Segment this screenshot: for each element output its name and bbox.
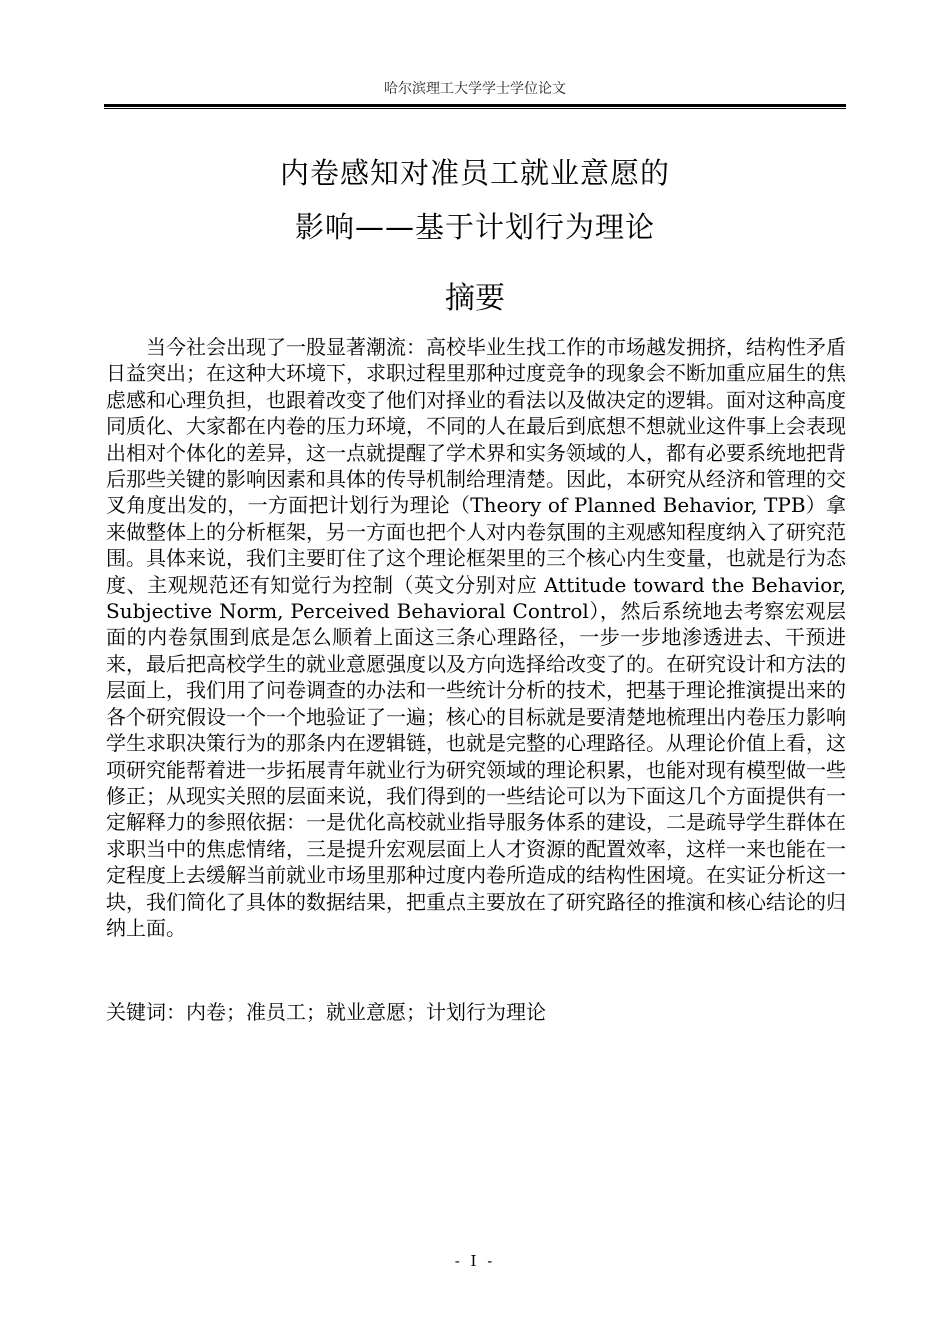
abstract-heading: 摘要 — [445, 281, 505, 316]
abstract-body: 当今社会出现了一股显著潮流：高校毕业生找工作的市场越发拥挤，结构性矛盾日益突出；在这种大环境下，求职过程里那种过度竞争的现象会不断加重应届生的焦虑感和心理负担，也跟着改变了他们对择业的看法以及做决定的逻辑。面对这种高度同质化、大家都在内卷的压力环境，不同的人在最后到底想不想就业这件事上会表现出相对个体化的差异，这一点就提醒了学术界和实务领域的人，都有必要系统地把背后那些关键的影响因素和具体的传导机制给理清楚。因此，本研究从经济和管理的交叉角度出发的，一方面把计划行为理论（Theory of Planned Behavior, TPB）拿来做整体上的分析框架，另一方面也把个人对内卷氛围的主观感知程度纳入了研究范围。具体来说，我们主要盯住了这个理论框架里的三个核心内生变量，也就是行为态度、主观规范还有知觉行为控制（英文分别对应 Attitude toward the Behavior, Subjective Norm, Perceived Behavioral Control），然后系统地去考察宏观层面的内卷氛围到底是怎么顺着上面这三条心理路径，一步一步地渗透进去、干预进来，最后把高校学生的就业意愿强度以及方向选择给改变了的。在研究设计和方法的层面上，我们用了问卷调查的办法和一些统计分析的技术，把基于理论推演提出来的各个研究假设一个一个地验证了一遍；核心的目标就是要清楚地梳理出内卷压力影响学生求职决策行为的那条内在逻辑链，也就是完整的心理路径。从理论价值上看，这项研究能帮着进一步拓展青年就业行为研究领域的理论积累，也能对现有模型做一些修正；从现实关照的层面来说，我们得到的一些结论可以为下面这几个方面提供有一定解释力的参照依据：一是优化高校就业指导服务体系的建设，二是疏导学生群体在求职当中的焦虑情绪，三是提升宏观层面上人才资源的配置效率，这样一来也能在一定程度上去缓解当前就业市场里那种过度内卷所造成的结构性困境。在实证分析这一块，我们简化了具体的数据结果，把重点主要放在了研究路径的推演和核心结论的归纳上面。 — [106, 335, 846, 940]
thesis-title-line-1: 内卷感知对准员工就业意愿的 — [279, 156, 670, 190]
keywords-label: 关键词： — [106, 1000, 186, 1024]
keywords-line — [106, 998, 846, 1026]
page-number: - I - — [454, 1252, 496, 1270]
header-rule — [104, 104, 846, 109]
keywords-list: 内卷；准员工；就业意愿；计划行为理论 — [186, 1000, 546, 1024]
thesis-title-line-2: 影响——基于计划行为理论 — [294, 210, 655, 244]
running-header: 哈尔滨理工大学学士学位论文 — [384, 81, 566, 97]
